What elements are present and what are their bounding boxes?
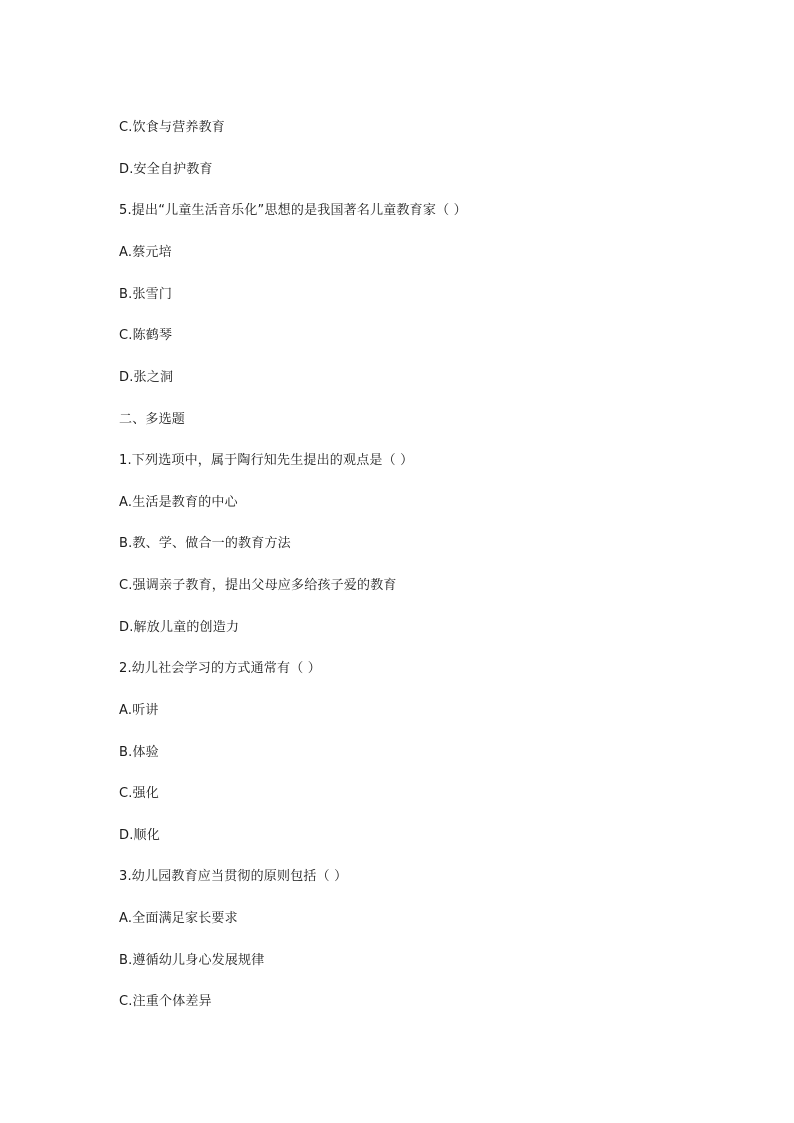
option-c-parent-child-education: C.强调亲子教育，提出父母应多给孩子爱的教育: [119, 578, 397, 593]
option-a-satisfy-parents: A.全面满足家长要求: [119, 911, 238, 926]
option-b-follow-development: B.遵循幼儿身心发展规律: [119, 953, 265, 968]
question-3: 3.幼儿园教育应当贯彻的原则包括（ ）: [119, 869, 348, 884]
option-d-safety-education: D.安全自护教育: [119, 162, 213, 177]
option-a-listening: A.听讲: [119, 703, 159, 718]
option-c-individual-differences: C.注重个体差异: [119, 994, 212, 1009]
option-c-chen-heqin: C.陈鹤琴: [119, 328, 173, 343]
option-d-zhang-zhidong: D.张之洞: [119, 370, 174, 385]
option-a-life-center: A.生活是教育的中心: [119, 495, 238, 510]
option-c-diet-nutrition: C.饮食与营养教育: [119, 120, 226, 135]
section-heading-multiple-choice: 二、多选题: [119, 412, 186, 427]
option-b-zhang-xuemen: B.张雪门: [119, 287, 173, 302]
question-2: 2.幼儿社会学习的方式通常有（ ）: [119, 661, 321, 676]
option-a-cai-yuanpei: A.蔡元培: [119, 245, 172, 260]
question-5: 5.提出“儿童生活音乐化”思想的是我国著名儿童教育家（ ）: [119, 203, 467, 218]
option-d-conformity: D.顺化: [119, 828, 160, 843]
option-b-teach-learn-do: B.教、学、做合一的教育方法: [119, 536, 291, 551]
option-b-experience: B.体验: [119, 745, 159, 760]
option-d-liberate-creativity: D.解放儿童的创造力: [119, 620, 240, 635]
option-c-reinforcement: C.强化: [119, 786, 160, 801]
question-1: 1.下列选项中，属于陶行知先生提出的观点是（ ）: [119, 453, 414, 468]
